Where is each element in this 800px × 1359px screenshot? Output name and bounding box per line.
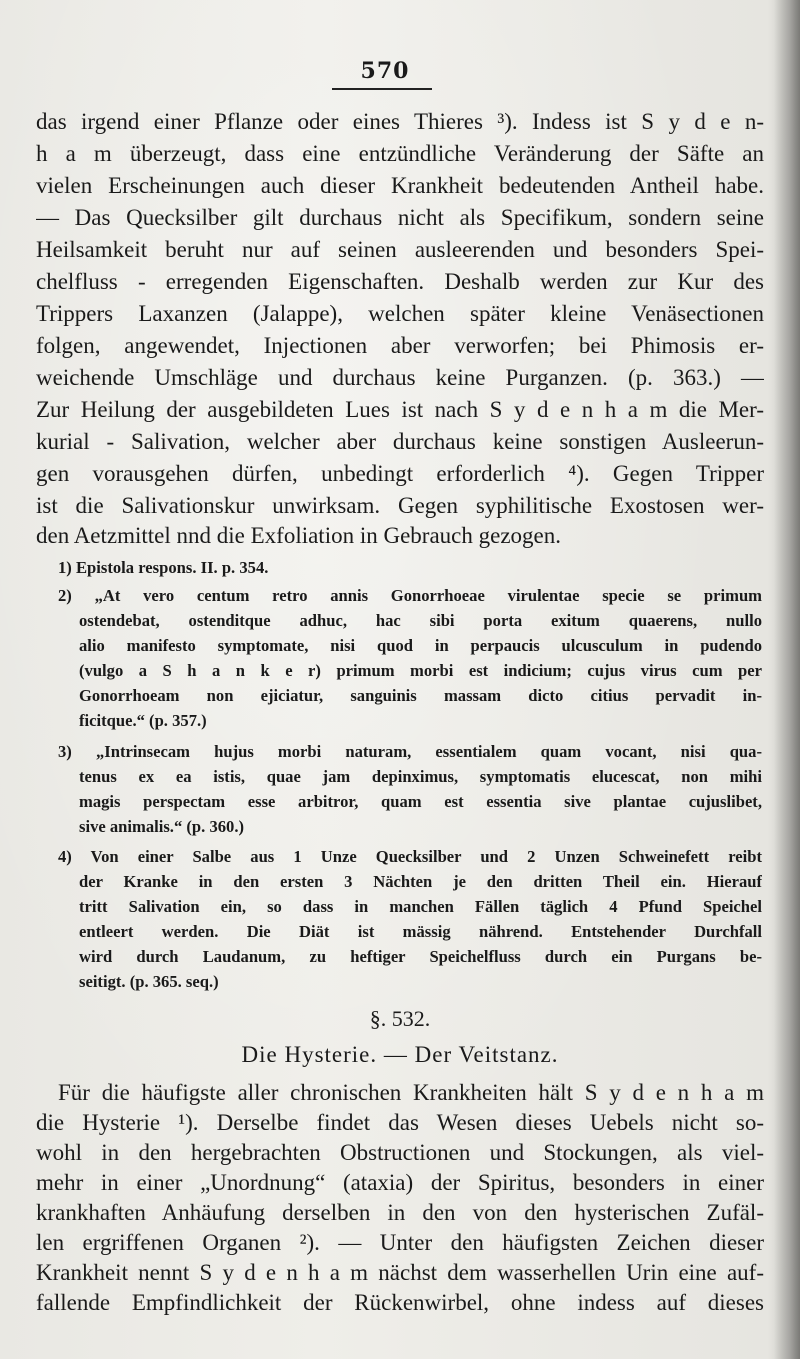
body-line: Trippers Laxanzen (Jalappe), welchen später kleine Venäsectionen	[36, 301, 764, 326]
footnote-line: Gonorrhoeam non ejiciatur, sanguinis massam dicto citius pervadit in-	[79, 686, 762, 705]
page-number-rule	[332, 88, 432, 90]
footnote-4: 4) Von einer Salbe aus 1 Unze Quecksilber und 2 Unzen Schweinefett reibt	[58, 847, 762, 866]
footnote-line: magis perspectam esse arbitror, quam est essentia sive plantae cujuslibet,	[79, 792, 762, 811]
body-line: das irgend einer Pflanze oder eines Thieres ³). Indess ist S y d e n-	[36, 109, 764, 134]
section-line: die Hysterie ¹). Derselbe findet das Wesen dieses Uebels nicht so-	[36, 1110, 764, 1135]
section-number: §. 532.	[369, 1006, 431, 1031]
footnote-line: seitigt. (p. 365. seq.)	[79, 972, 219, 991]
footnote-line: ostendebat, ostenditque adhuc, hac sibi porta exitum quaerens, nullo	[79, 611, 762, 630]
footnote-line: tritt Salivation ein, so dass in manchen Fällen täglich 4 Pfund Speichel	[79, 897, 762, 916]
body-line: weichende Umschläge und durchaus keine Purganzen. (p. 363.) —	[36, 365, 764, 390]
footnote-line: alio manifesto symptomate, nisi quod in perpaucis ulcusculum in pudendo	[79, 636, 762, 655]
body-line: Zur Heilung der ausgebildeten Lues ist nach S y d e n h a m die Mer-	[36, 397, 764, 422]
section-line: wohl in den hergebrachten Obstructionen und Stockungen, als viel-	[36, 1140, 764, 1165]
section-line: krankhaften Anhäufung derselben in den von den hysterischen Zufäl-	[36, 1200, 764, 1225]
section-line: mehr in einer „Unordnung“ (ataxia) der Spiritus, besonders in einer	[36, 1170, 764, 1195]
page-edge-shadow	[774, 0, 800, 1359]
page-number: 570	[360, 58, 410, 84]
footnote-line: der Kranke in den ersten 3 Nächten je den dritten Theil ein. Hierauf	[79, 872, 762, 891]
footnote-line: wird durch Laudanum, zu heftiger Speichelfluss durch ein Purgans be-	[79, 947, 762, 966]
body-line: folgen, angewendet, Injectionen aber verworfen; bei Phimosis er-	[36, 333, 764, 358]
body-line: vielen Erscheinungen auch dieser Krankheit bedeutenden Antheil habe.	[36, 173, 764, 198]
body-line: kurial - Salivation, welcher aber durchaus keine sonstigen Ausleerun-	[36, 429, 764, 454]
section-line: Für die häufigste aller chronischen Krankheiten hält S y d e n h a m	[58, 1080, 764, 1105]
body-line: gen vorausgehen dürfen, unbedingt erforderlich ⁴). Gegen Tripper	[36, 461, 764, 486]
body-line: den Aetzmittel nnd die Exfoliation in Gebrauch gezogen.	[36, 523, 562, 548]
footnote-line: (vulgo a S h a n k e r) primum morbi est indicium; cujus virus cum per	[79, 661, 762, 680]
footnote-1: 1) Epistola respons. II. p. 354.	[58, 558, 269, 577]
footnote-line: tenus ex ea istis, quae jam depinximus, symptomatis elucescat, non mihi	[79, 767, 762, 786]
body-line: h a m überzeugt, dass eine entzündliche Veränderung der Säfte an	[36, 141, 764, 166]
footnote-line: ficitque.“ (p. 357.)	[79, 711, 207, 730]
body-line: chelfluss - erregenden Eigenschaften. Deshalb werden zur Kur des	[36, 269, 764, 294]
section-line: fallende Empfindlichkeit der Rückenwirbel, ohne indess auf dieses	[36, 1290, 764, 1315]
footnote-2: 2) „At vero centum retro annis Gonorrhoeae virulentae specie se primum	[58, 586, 762, 605]
body-line: — Das Quecksilber gilt durchaus nicht als Specifikum, sondern seine	[36, 205, 764, 230]
section-heading: Die Hysterie. — Der Veitstanz.	[241, 1042, 559, 1067]
section-line: Krankheit nennt S y d e n h a m nächst dem wasserhellen Urin eine auf-	[36, 1260, 764, 1285]
body-line: Heilsamkeit beruht nur auf seinen ausleerenden und besonders Spei-	[36, 237, 764, 262]
footnote-line: entleert werden. Die Diät ist mässig nährend. Entstehender Durchfall	[79, 922, 762, 941]
footnote-3: 3) „Intrinsecam hujus morbi naturam, essentialem quam vocant, nisi qua-	[58, 742, 762, 761]
section-line: len ergriffenen Organen ²). — Unter den häufigsten Zeichen dieser	[36, 1230, 764, 1255]
footnote-line: sive animalis.“ (p. 360.)	[79, 817, 245, 836]
body-line: ist die Salivationskur unwirksam. Gegen syphilitische Exostosen wer-	[36, 493, 764, 518]
